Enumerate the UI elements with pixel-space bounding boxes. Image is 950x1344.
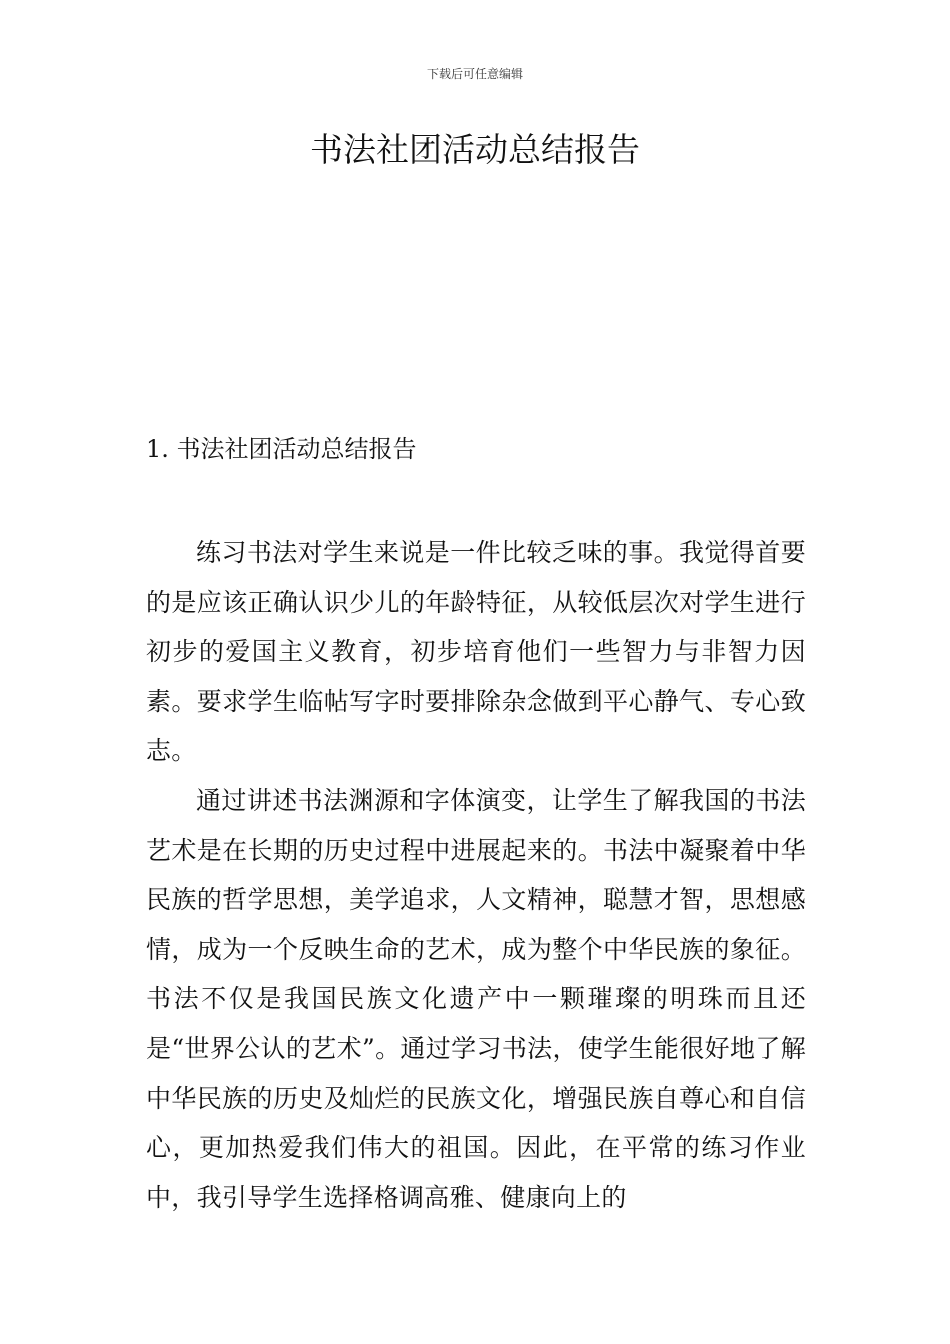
document-title: 书法社团活动总结报告	[310, 130, 640, 169]
document-body	[146, 528, 806, 1222]
paragraph-2: 通过讲述书法渊源和字体演变，让学生了解我国的书法艺术是在长期的历史过程中进展起来的。书法中凝聚着中华民族的哲学思想，美学追求，人文精神，聪慧才智，思想感情，成为一个反映生命的艺术，成为整个中华民族的象征。书法不仅是我国民族文化遗产中一颗璀璨的明珠而且还是“世界公认的艺术”。通过学习书法，使学生能很好地了解中华民族的历史及灿烂的民族文化，增强民族自尊心和自信心，更加热爱我们伟大的祖国。因此，在平常的练习作业中，我引导学生选择格调高雅、健康向上的	[146, 785, 806, 1212]
page-header-note: 下载后可任意编辑	[426, 67, 523, 81]
section-heading: 1. 书法社团活动总结报告	[146, 435, 417, 463]
paragraph-1: 练习书法对学生来说是一件比较乏味的事。我觉得首要的是应该正确认识少儿的年龄特征，从较低层次对学生进行初步的爱国主义教育，初步培育他们一些智力与非智力因素。要求学生临帖写字时要排除杂念做到平心静气、专心致志。	[146, 538, 806, 766]
